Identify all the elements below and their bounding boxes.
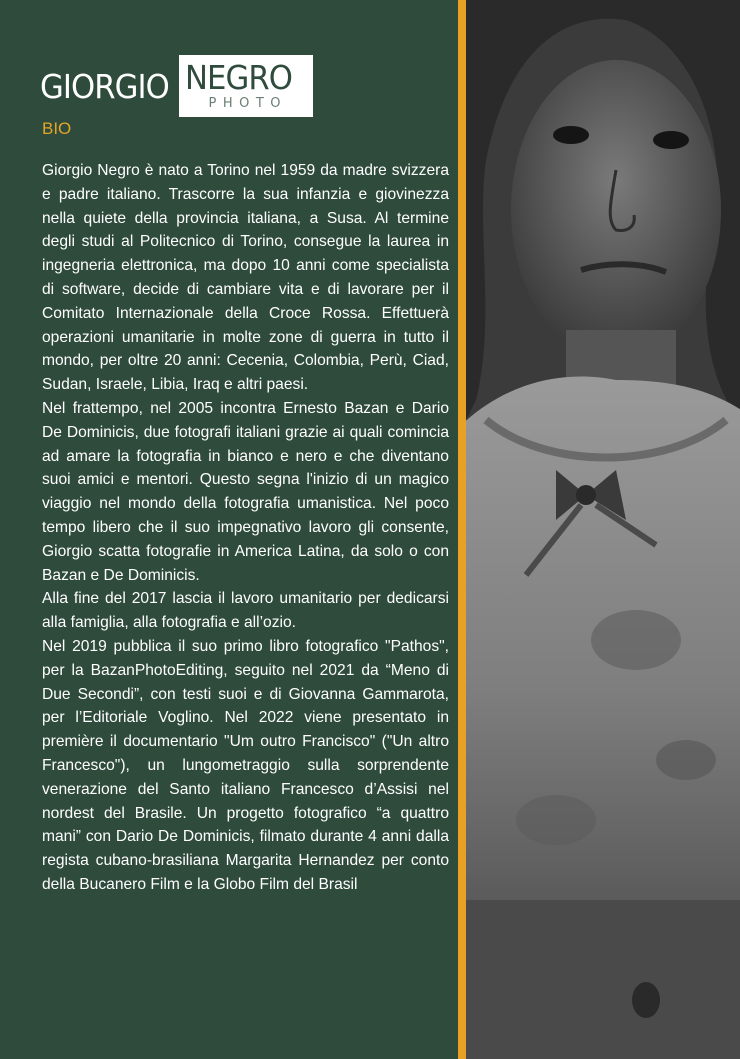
- bio-paragraph: Nel frattempo, nel 2005 incontra Ernesto Bazan e Dario De Dominicis, due fotografi italiani grazie ai quali comincia ad amare la fotografia in bianco e nero e che diventano suoi amici e mentori. Questo segna l'inizio di un magico viaggio nel mondo della fotografia umanistica. Nel poco tempo libero che il suo impegnativo lavoro gli consente, Giorgio scatta fotografie in America Latina, da solo o con Bazan e De Dominicis.: [42, 399, 449, 584]
- logo-second-word: NEGRO: [184, 58, 292, 97]
- bio-paragraph: Nel 2019 pubblica il suo primo libro fotografico "Pathos", per la BazanPhotoEditing, seguito nel 2021 da “Meno di Due Secondi”, con testi suoi e di Giovanna Gammarota, per l’Editoriale Voglino. Nel 2022 viene presentato in première il documentario "Um outro Francisco" ("Un altro Francesco"), un lungometraggio sulla sorprendente venerazione del Santo italiano Francesco d’Assisi nel nordest del Brasile. Un progetto fotografico “a quattro mani” con Dario De Dominicis, filmato durante 4 anni dalla regista cubano-brasiliana Margarita Hernandez per conto della Bucanero Film e la Globo Film del Brasil: [42, 637, 449, 893]
- bio-text: [42, 159, 449, 897]
- logo: [40, 55, 313, 117]
- logo-first-word: GIORGIO: [40, 66, 169, 106]
- logo-box: [179, 55, 313, 117]
- accent-divider: [458, 0, 466, 1059]
- portrait-illustration: [466, 0, 740, 1059]
- bio-paragraph: Giorgio Negro è nato a Torino nel 1959 da madre svizzera e padre italiano. Trascorre la sua infanzia e giovinezza nella quiete della provincia italiana, a Susa. Al termine degli studi al Politecnico di Torino, consegue la laurea in ingegneria elettronica, ma dopo 10 anni come specialista di software, decide di cambiare vita e di lavorare per il Comitato Internazionale della Croce Rossa. Effettuerà operazioni umanitarie in molte zone di guerra in tutto il mondo, per oltre 20 anni: Cecenia, Colombia, Perù, Ciad, Sudan, Israele, Libia, Iraq e altri paesi.: [42, 162, 449, 394]
- section-title: BIO: [42, 119, 72, 138]
- logo-tagline: PHOTO: [208, 96, 288, 111]
- bio-paragraph: Alla fine del 2017 lascia il lavoro umanitario per dedicarsi alla famiglia, alla fotografia e all’ozio.: [42, 590, 449, 632]
- portrait-photo: [466, 0, 740, 1059]
